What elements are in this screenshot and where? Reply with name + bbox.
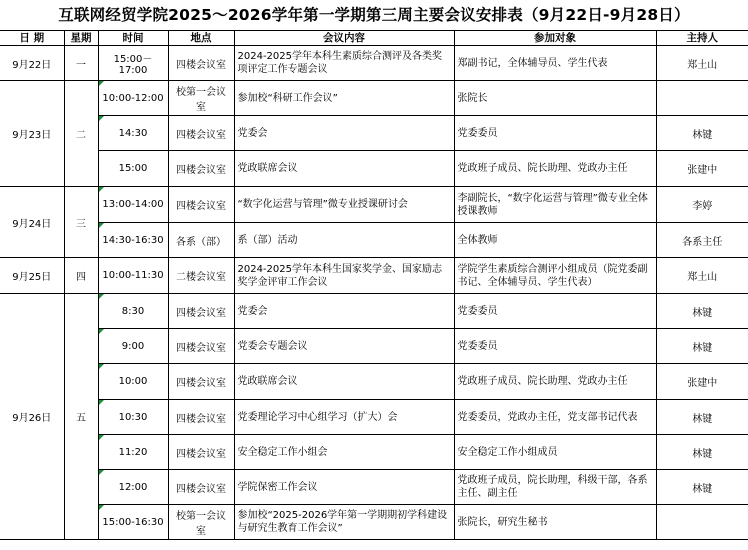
table-row xyxy=(0,258,748,294)
place-cell: 四楼会议室 xyxy=(168,46,234,81)
place-cell: 各系（部） xyxy=(168,223,234,258)
weekday-cell: 五 xyxy=(64,294,98,540)
time-cell: 14:30-16:30 xyxy=(98,223,168,258)
date-cell: 9月25日 xyxy=(0,258,64,294)
place-cell: 校第一会议室 xyxy=(168,81,234,116)
content-cell: 党政联席会议 xyxy=(234,151,454,187)
place-cell: 四楼会议室 xyxy=(168,329,234,364)
time-cell: 8:30 xyxy=(98,294,168,329)
host-cell: 张建中 xyxy=(656,364,748,400)
header-host: 主持人 xyxy=(656,31,748,46)
participants-cell: 李副院长，“数字化运营与管理”微专业全体授课教师 xyxy=(454,187,656,223)
participants-cell: 党委委员，党政办主任，党支部书记代表 xyxy=(454,400,656,435)
content-cell: 学院保密工作会议 xyxy=(234,470,454,505)
time-cell: 12:00 xyxy=(98,470,168,505)
place-cell: 校第一会议室 xyxy=(168,505,234,540)
weekday-cell: 二 xyxy=(64,81,98,187)
header-weekday: 星期 xyxy=(64,31,98,46)
table-row xyxy=(0,46,748,81)
table-row xyxy=(0,223,748,258)
time-cell: 10:00 xyxy=(98,364,168,400)
content-cell: 党委理论学习中心组学习（扩大）会 xyxy=(234,400,454,435)
participants-cell: 党委委员 xyxy=(454,116,656,151)
place-cell: 四楼会议室 xyxy=(168,470,234,505)
table-row xyxy=(0,470,748,505)
date-cell: 9月26日 xyxy=(0,294,64,540)
header-place: 地点 xyxy=(168,31,234,46)
host-cell: 张建中 xyxy=(656,151,748,187)
place-cell: 四楼会议室 xyxy=(168,400,234,435)
host-cell: 林键 xyxy=(656,116,748,151)
header-date: 日 期 xyxy=(0,31,64,46)
content-cell: 党委会 xyxy=(234,294,454,329)
place-cell: 四楼会议室 xyxy=(168,364,234,400)
date-cell: 9月24日 xyxy=(0,187,64,258)
participants-cell: 党委委员 xyxy=(454,329,656,364)
host-cell xyxy=(656,81,748,116)
weekday-cell: 一 xyxy=(64,46,98,81)
participants-cell: 党委委员 xyxy=(454,294,656,329)
table-row xyxy=(0,151,748,187)
host-cell: 李婷 xyxy=(656,187,748,223)
place-cell: 四楼会议室 xyxy=(168,151,234,187)
table-row xyxy=(0,364,748,400)
time-cell: 10:00-11:30 xyxy=(98,258,168,294)
participants-cell: 学院学生素质综合测评小组成员（院党委副书记、全体辅导员、学生代表） xyxy=(454,258,656,294)
participants-cell: 党政班子成员、院长助理、党政办主任 xyxy=(454,151,656,187)
place-cell: 四楼会议室 xyxy=(168,294,234,329)
host-cell: 林键 xyxy=(656,329,748,364)
header-content: 会议内容 xyxy=(234,31,454,46)
host-cell: 郑土山 xyxy=(656,258,748,294)
host-cell: 林键 xyxy=(656,400,748,435)
table-row xyxy=(0,505,748,540)
table-row xyxy=(0,187,748,223)
date-cell: 9月23日 xyxy=(0,81,64,187)
host-cell: 郑土山 xyxy=(656,46,748,81)
content-cell: 系（部）活动 xyxy=(234,223,454,258)
participants-cell: 安全稳定工作小组成员 xyxy=(454,435,656,470)
table-row xyxy=(0,294,748,329)
host-cell: 各系主任 xyxy=(656,223,748,258)
content-cell: 参加校“2025-2026学年第一学期期初学科建设与研究生教育工作会议” xyxy=(234,505,454,540)
content-cell: 党委会 xyxy=(234,116,454,151)
content-cell: 2024-2025学年本科生国家奖学金、国家励志奖学金评审工作会议 xyxy=(234,258,454,294)
time-cell: 15:00 xyxy=(98,151,168,187)
time-cell: 15:00-16:30 xyxy=(98,505,168,540)
weekday-cell: 四 xyxy=(64,258,98,294)
place-cell: 四楼会议室 xyxy=(168,435,234,470)
time-cell: 9:00 xyxy=(98,329,168,364)
table-row xyxy=(0,400,748,435)
header-participants: 参加对象 xyxy=(454,31,656,46)
host-cell xyxy=(656,505,748,540)
schedule-body xyxy=(0,46,748,540)
header-row xyxy=(0,31,748,46)
participants-cell: 全体教师 xyxy=(454,223,656,258)
time-cell: 10:00-12:00 xyxy=(98,81,168,116)
table-row xyxy=(0,435,748,470)
weekday-cell: 三 xyxy=(64,187,98,258)
place-cell: 二楼会议室 xyxy=(168,258,234,294)
meeting-schedule-table xyxy=(0,31,748,540)
content-cell: 参加校“科研工作会议” xyxy=(234,81,454,116)
place-cell: 四楼会议室 xyxy=(168,116,234,151)
host-cell: 林键 xyxy=(656,470,748,505)
table-row xyxy=(0,329,748,364)
table-row xyxy=(0,81,748,116)
participants-cell: 党政班子成员、院长助理、党政办主任 xyxy=(454,364,656,400)
content-cell: “数字化运营与管理”微专业授课研讨会 xyxy=(234,187,454,223)
participants-cell: 党政班子成员，院长助理，科级干部，各系主任、副主任 xyxy=(454,470,656,505)
time-cell: 14:30 xyxy=(98,116,168,151)
host-cell: 林键 xyxy=(656,435,748,470)
host-cell: 林键 xyxy=(656,294,748,329)
participants-cell: 郑副书记，全体辅导员、学生代表 xyxy=(454,46,656,81)
time-cell: 10:30 xyxy=(98,400,168,435)
place-cell: 四楼会议室 xyxy=(168,187,234,223)
time-cell: 13:00-14:00 xyxy=(98,187,168,223)
content-cell: 安全稳定工作小组会 xyxy=(234,435,454,470)
participants-cell: 张院长 xyxy=(454,81,656,116)
content-cell: 党政联席会议 xyxy=(234,364,454,400)
content-cell: 2024-2025学年本科生素质综合测评及各类奖项评定工作专题会议 xyxy=(234,46,454,81)
time-cell: 15:00－17:00 xyxy=(98,46,168,81)
page-title: 互联网经贸学院2025～2026学年第一学期第三周主要会议安排表（9月22日-9月28日） xyxy=(0,0,748,31)
header-time: 时间 xyxy=(98,31,168,46)
participants-cell: 张院长，研究生秘书 xyxy=(454,505,656,540)
content-cell: 党委会专题会议 xyxy=(234,329,454,364)
table-row xyxy=(0,116,748,151)
date-cell: 9月22日 xyxy=(0,46,64,81)
time-cell: 11:20 xyxy=(98,435,168,470)
